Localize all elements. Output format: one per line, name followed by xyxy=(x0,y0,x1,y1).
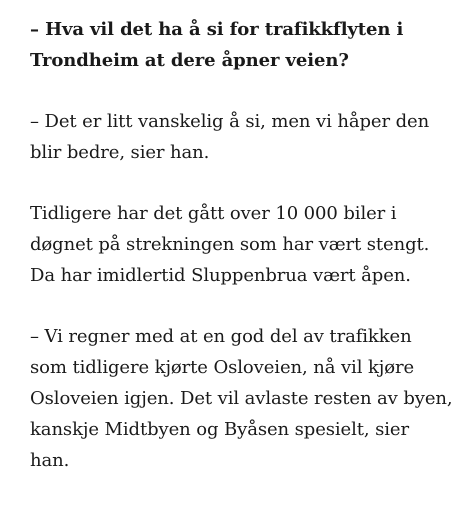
interview-question xyxy=(30,14,460,76)
body-paragraph xyxy=(30,198,460,291)
paragraph-line: kanskje Midtbyen og Byåsen spesielt, sier xyxy=(30,419,409,440)
question-line: – Hva vil det ha å si for trafikkflyten i xyxy=(30,19,404,40)
paragraph-line: Osloveien igjen. Det vil avlaste resten av byen, xyxy=(30,388,453,409)
paragraph-line: Tidligere har det gått over 10 000 biler i xyxy=(30,203,397,224)
paragraph-line: – Det er litt vanskelig å si, men vi håper den xyxy=(30,111,430,132)
paragraph-line: han. xyxy=(30,450,70,471)
answer-paragraph xyxy=(30,106,460,168)
quote-paragraph xyxy=(30,321,460,476)
paragraph-line: døgnet på strekningen som har vært stengt. xyxy=(30,234,430,255)
paragraph-line: som tidligere kjørte Osloveien, nå vil kjøre xyxy=(30,357,415,378)
paragraph-line: Da har imidlertid Sluppenbrua vært åpen. xyxy=(30,265,411,286)
paragraph-line: – Vi regner med at en god del av trafikken xyxy=(30,326,412,347)
question-line: Trondheim at dere åpner veien? xyxy=(30,50,349,71)
article-body xyxy=(30,14,460,506)
paragraph-line: blir bedre, sier han. xyxy=(30,142,210,163)
